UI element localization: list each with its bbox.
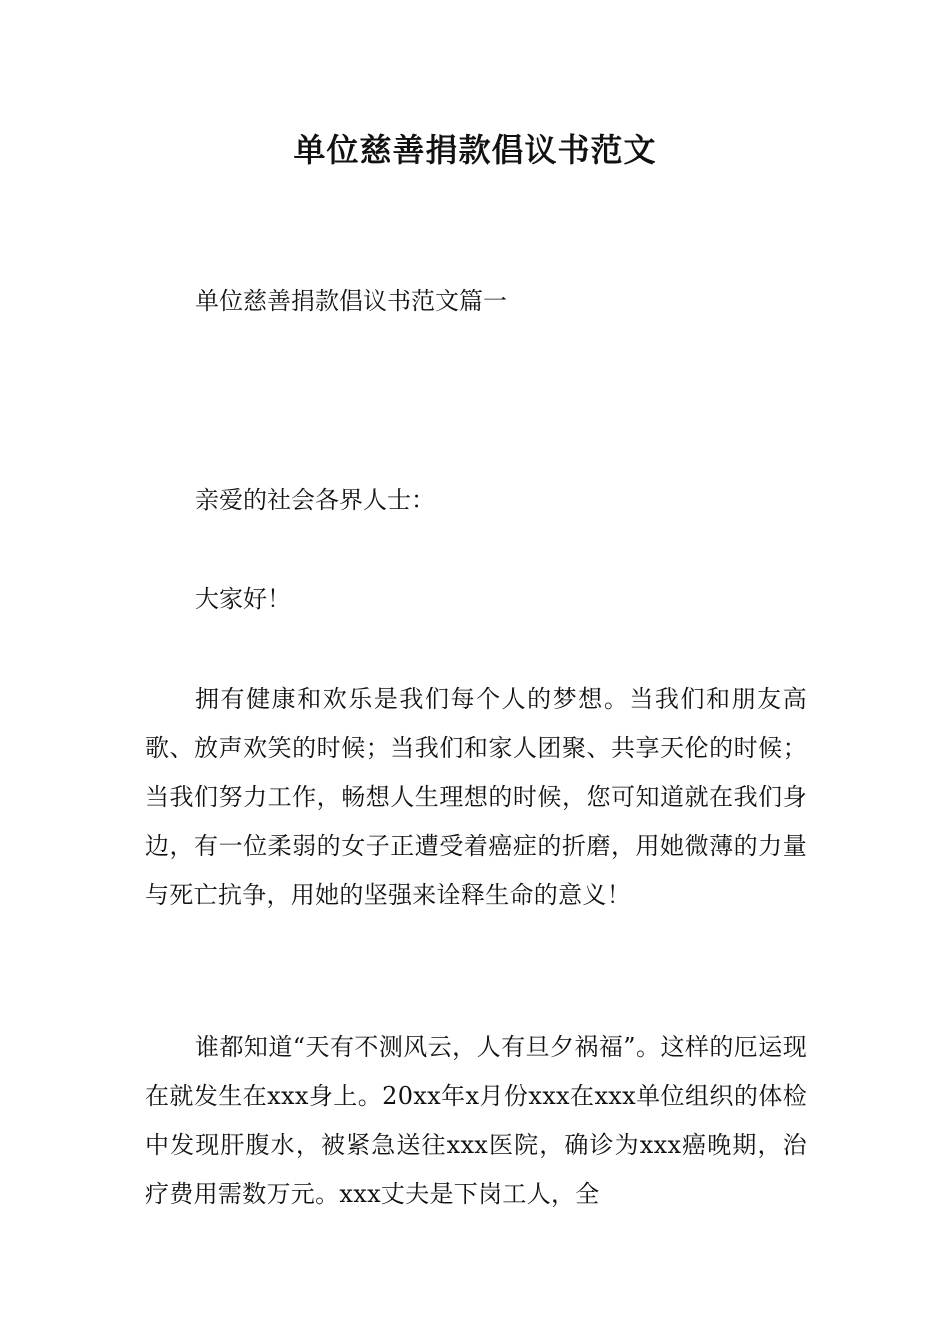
salutation: 亲爱的社会各界人士： xyxy=(195,486,435,514)
document-title: 单位慈善捐款倡议书范文 xyxy=(293,131,657,169)
body-paragraph-1: 拥有健康和欢乐是我们每个人的梦想。当我们和朋友高歌、放声欢笑的时候；当我们和家人团聚、共享天伦的时候；当我们努力工作，畅想人生理想的时候，您可知道就在我们身边，有一位柔弱的女子正遭受着癌症的折磨，用她微薄的力量与死亡抗争，用她的坚强来诠释生命的意义！ xyxy=(145,685,807,909)
body-paragraph-2: 谁都知道“天有不测风云，人有旦夕祸福”。这样的厄运现在就发生在xxx身上。20xx年x月份xxx在xxx单位组织的体检中发现肝腹水，被紧急送往xxx医院，确诊为xxx癌晚期，治疗费用需数万元。xxx丈夫是下岗工人，全 xyxy=(145,1033,807,1208)
document-subtitle: 单位慈善捐款倡议书范文篇一 xyxy=(195,287,507,315)
greeting: 大家好！ xyxy=(195,585,291,613)
